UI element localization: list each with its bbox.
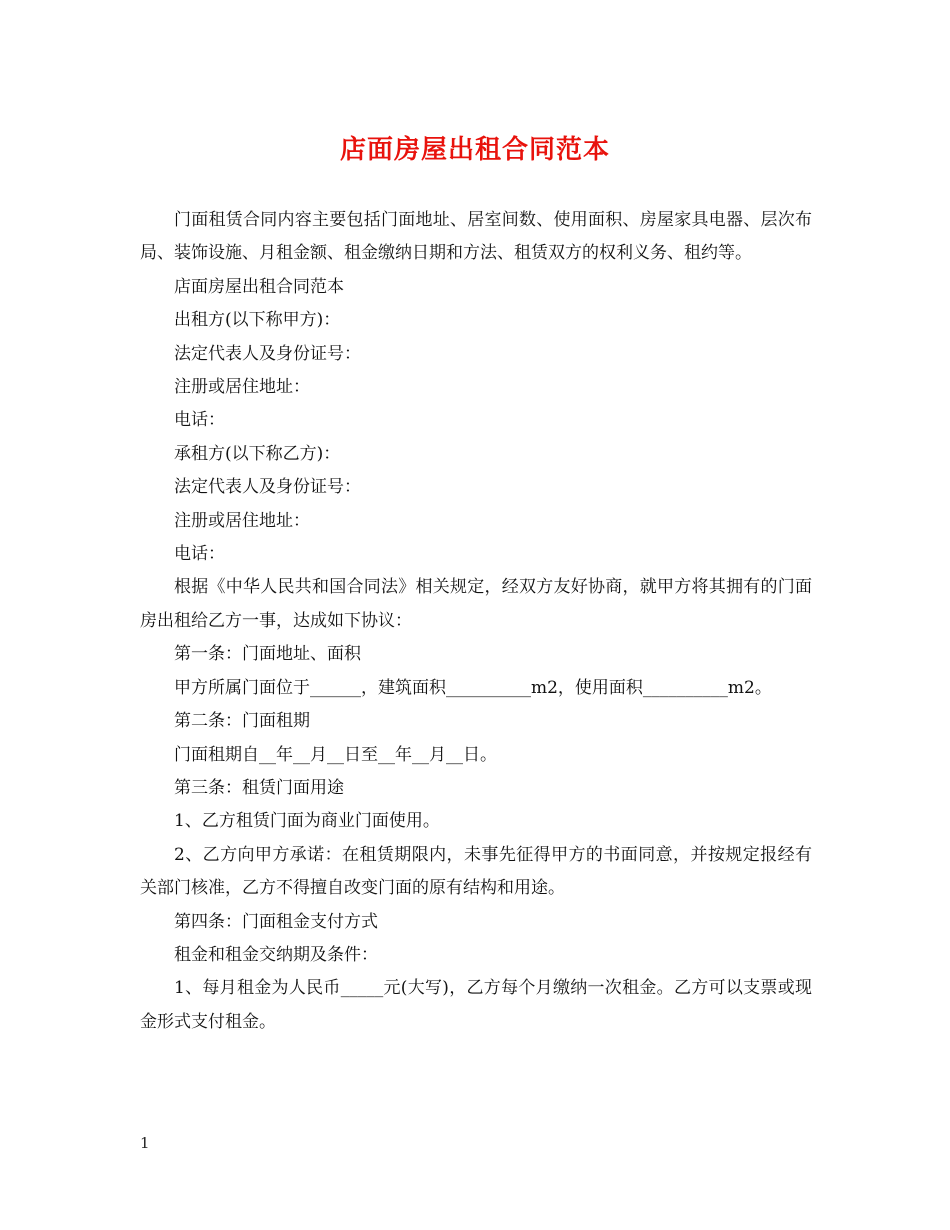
paragraph-lessee-address: 注册或居住地址：	[174, 510, 310, 531]
paragraph-lessee: 承租方(以下称乙方)：	[174, 443, 341, 464]
paragraph-lessee-phone: 电话：	[174, 544, 225, 565]
paragraph-intro: 门面租赁合同内容主要包括门面地址、居室间数、使用面积、房屋家具电器、层次布局、装饰设施、月租金额、租金缴纳日期和方法、租赁双方的权利义务、租约等。	[140, 210, 812, 264]
paragraph-lessor-address: 注册或居住地址：	[174, 377, 310, 398]
article-1-body: 甲方所属门面位于______，建筑面积__________m2，使用面积__________m2。	[174, 677, 772, 698]
article-4-item-1: 1、每月租金为人民币_____元(大写)，乙方每个月缴纳一次租金。乙方可以支票或现金形式支付租金。	[140, 978, 812, 1032]
article-3-item-1: 1、乙方租赁门面为商业门面使用。	[174, 811, 440, 832]
page-number: 1	[140, 1134, 150, 1152]
article-3-heading: 第三条：租赁门面用途	[174, 777, 344, 798]
paragraph-lessor-phone: 电话：	[174, 410, 225, 431]
article-2-heading: 第二条：门面租期	[174, 711, 310, 732]
paragraph-contract-name: 店面房屋出租合同范本	[174, 276, 344, 297]
document-body	[140, 204, 812, 1039]
paragraph-lessee-representative: 法定代表人及身份证号：	[174, 477, 361, 498]
article-4-heading: 第四条：门面租金支付方式	[174, 911, 378, 932]
paragraph-preamble: 根据《中华人民共和国合同法》相关规定，经双方友好协商，就甲方将其拥有的门面房出租给乙方一事，达成如下协议：	[140, 577, 812, 631]
article-2-body: 门面租期自__年__月__日至__年__月__日。	[174, 744, 497, 765]
paragraph-lessor-representative: 法定代表人及身份证号：	[174, 343, 361, 364]
article-3-item-2: 2、乙方向甲方承诺：在租赁期限内，未事先征得甲方的书面同意，并按规定报经有关部门核准，乙方不得擅自改变门面的原有结构和用途。	[140, 844, 812, 899]
article-4-subheading: 租金和租金交纳期及条件：	[174, 944, 378, 965]
document-title: 店面房屋出租合同范本	[339, 135, 610, 165]
article-1-heading: 第一条：门面地址、面积	[174, 644, 361, 665]
paragraph-lessor: 出租方(以下称甲方)：	[174, 310, 341, 331]
